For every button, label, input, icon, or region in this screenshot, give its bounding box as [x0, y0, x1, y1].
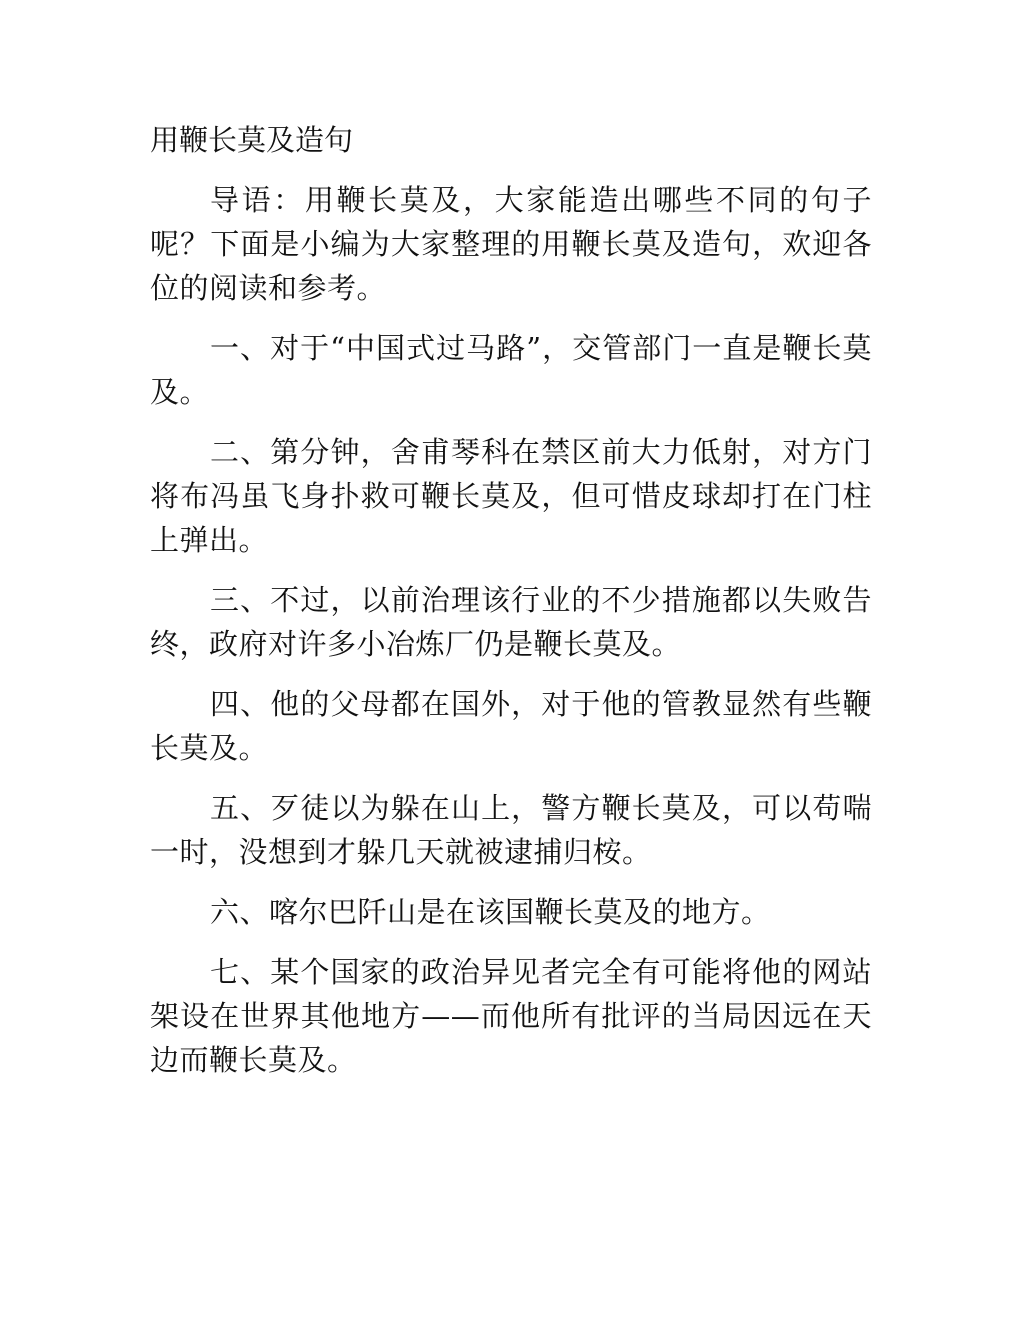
- sentence-2: 二、第分钟，舍甫琴科在禁区前大力低射，对方门将布冯虽飞身扑救可鞭长莫及，但可惜皮球却打在门柱上弹出。: [150, 435, 872, 557]
- sentence-1: 一、对于“中国式过马路”，交管部门一直是鞭长莫及。: [150, 331, 872, 409]
- sentence-5: 五、歹徒以为躲在山上，警方鞭长莫及，可以苟喘一时，没想到才躲几天就被逮捕归桉。: [150, 791, 872, 869]
- sentence-3: 三、不过，以前治理该行业的不少措施都以失败告终，政府对许多小冶炼厂仍是鞭长莫及。: [150, 583, 872, 661]
- sentence-7: 七、某个国家的政治异见者完全有可能将他的网站架设在世界其他地方——而他所有批评的当局因远在天边而鞭长莫及。: [150, 955, 872, 1077]
- sentence-4: 四、他的父母都在国外，对于他的管教显然有些鞭长莫及。: [150, 687, 872, 765]
- document-title: 用鞭长莫及造句: [150, 123, 354, 157]
- sentence-6: 六、喀尔巴阡山是在该国鞭长莫及的地方。: [210, 895, 771, 929]
- intro-paragraph: 导语：用鞭长莫及，大家能造出哪些不同的句子呢？下面是小编为大家整理的用鞭长莫及造句，欢迎各位的阅读和参考。: [150, 183, 872, 305]
- document-page: [150, 118, 872, 1098]
